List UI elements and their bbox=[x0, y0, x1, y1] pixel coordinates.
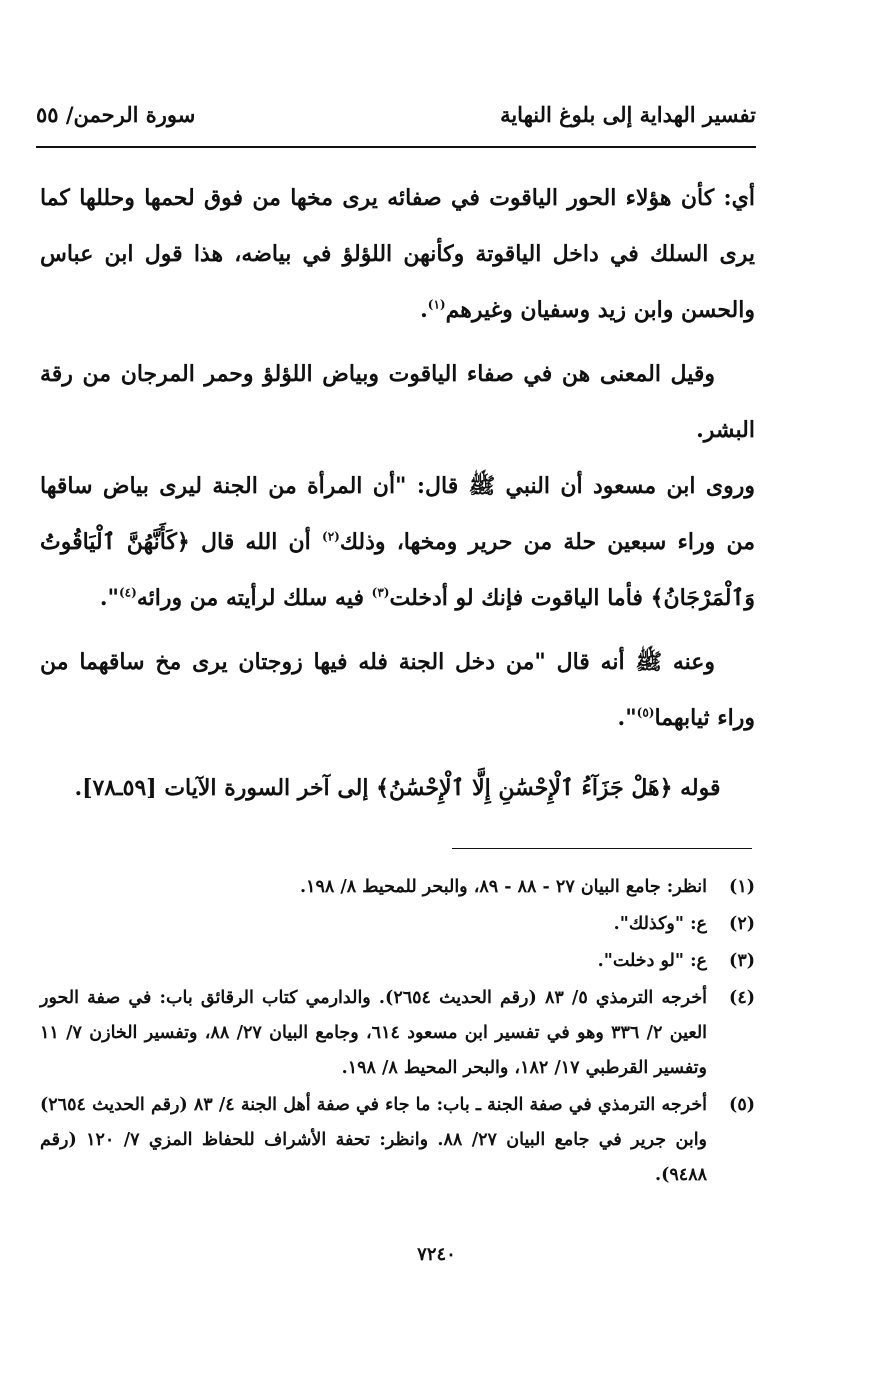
paragraph-4 bbox=[40, 634, 755, 746]
footnote-ref-5: (٥) bbox=[636, 705, 655, 720]
footnote-number: (٢) bbox=[729, 914, 755, 934]
surah-page-ref: سورة الرحمن/ ٥٥ bbox=[36, 102, 196, 127]
book-title: تفسير الهداية إلى بلوغ النهاية bbox=[500, 102, 756, 127]
paragraph-3-text-a: وروى ابن مسعود أن النبي ﷺ قال: "أن المرأة من الجنة ليرى بياض ساقها من وراء سبعين حلة من حرير ومخها، وذلك bbox=[40, 473, 755, 555]
footnote-ref-3: (٣) bbox=[371, 585, 390, 600]
footnote-number: (٤) bbox=[729, 988, 755, 1008]
footnote-text: ع: "لو دخلت". bbox=[597, 951, 707, 971]
footnote-item bbox=[40, 981, 755, 1086]
footnote-text: أخرجه الترمذي ٥/ ٨٣ (رقم الحديث ٢٦٥٤). والدارمي كتاب الرقائق باب: في صفة الحور العين ٢/ ٣٣٦ وهو في تفسير ابن مسعود ٦١٤، وجامع البيان ٢٧/ ٨٨، وتفسير الخازن ٧/ ١١ وتفسير القرطبي ١٧/ ١٨٢، والبحر المحيط ٨/ ١٩٨. bbox=[40, 988, 708, 1078]
footnote-text: ع: "وكذلك". bbox=[613, 914, 707, 934]
footnotes-section bbox=[40, 870, 755, 1195]
footnote-text: أخرجه الترمذي في صفة الجنة ـ باب: ما جاء في صفة أهل الجنة ٤/ ٨٣ (رقم الحديث ٢٦٥٤) وابن جرير في جامع البيان ٢٧/ ٨٨. وانظر: تحفة الأشراف للحفاظ المزي ٧/ ١٢٠ (رقم ٩٤٨٨). bbox=[40, 1095, 708, 1185]
paragraph-1 bbox=[40, 170, 755, 338]
paragraph-3-text-b: أن الله قال ﴿كَأَنَّهُنَّ ٱلْيَاقُوتُ وَٱلْمَرْجَانُ﴾ فأما الياقوت فإنك لو أدخلت bbox=[40, 529, 755, 611]
verse-heading-text: قوله ﴿هَلْ جَزَآءُ ٱلْإِحْسَٰنِ إِلَّا ٱلْإِحْسَٰنُ﴾ إلى آخر السورة الآيات [٥٩ـ٧٨]. bbox=[74, 775, 721, 801]
footnote-number: (٣) bbox=[729, 951, 755, 971]
verse-heading bbox=[40, 760, 755, 816]
footnote-item bbox=[40, 870, 755, 905]
paragraph-2 bbox=[40, 346, 755, 458]
footnote-ref-1: (١) bbox=[427, 297, 446, 312]
running-header bbox=[36, 98, 756, 142]
footnote-item bbox=[40, 944, 755, 979]
paragraph-3 bbox=[40, 458, 755, 626]
footnote-divider bbox=[452, 848, 752, 849]
paragraph-4-text: وعنه ﷺ أنه قال "من دخل الجنة فله فيها زوجتان يرى مخ ساقهما من وراء ثيابهما bbox=[40, 649, 755, 731]
page-number: ٧٢٤٠ bbox=[417, 1244, 456, 1265]
footnote-text: انظر: جامع البيان ٢٧ - ٨٨ - ٨٩، والبحر للمحيط ٨/ ١٩٨. bbox=[299, 877, 707, 897]
footnote-number: (٥) bbox=[729, 1095, 755, 1115]
footnote-item bbox=[40, 1088, 755, 1193]
paragraph-2-text: وقيل المعنى هن في صفاء الياقوت وبياض اللؤلؤ وحمر المرجان من رقة البشر. bbox=[40, 361, 755, 443]
paragraph-1-text: أي: كأن هؤلاء الحور الياقوت في صفائه يرى مخها من فوق لحمها وحللها كما يرى السلك في داخل الياقوتة وكأنهن اللؤلؤ في بياضه، هذا قول ابن عباس والحسن وابن زيد وسفيان وغيرهم bbox=[40, 185, 755, 323]
footnote-ref-2: (٢) bbox=[322, 529, 340, 544]
footnote-number: (١) bbox=[729, 877, 755, 897]
footnote-ref-4: (٤) bbox=[118, 585, 137, 600]
main-text bbox=[40, 170, 755, 816]
paragraph-3-end: ". bbox=[99, 585, 119, 611]
paragraph-1-end: . bbox=[420, 297, 428, 323]
paragraph-4-end: ". bbox=[617, 705, 637, 731]
paragraph-3-text-c: فيه سلك لرأيته من ورائه bbox=[136, 585, 372, 611]
footnote-item bbox=[40, 907, 755, 942]
header-divider bbox=[36, 146, 756, 148]
